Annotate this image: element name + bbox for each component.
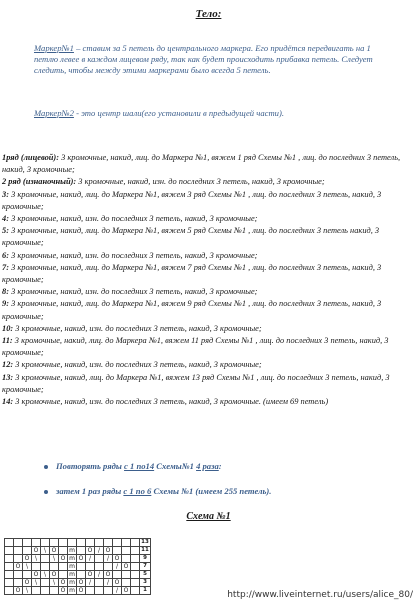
chart-cell: / bbox=[86, 579, 95, 587]
page-title: Тело: bbox=[195, 8, 222, 20]
chart-cell: O bbox=[14, 587, 23, 595]
chart-cell bbox=[113, 571, 122, 579]
chart-cell bbox=[5, 563, 14, 571]
instruction-row-10: 10: 3 кромочные, накид, изн. до последних 3 петель, накид, 3 кромочные; bbox=[2, 323, 262, 333]
chart-cell: / bbox=[86, 555, 95, 563]
chart-cell bbox=[5, 571, 14, 579]
chart-cell bbox=[77, 539, 86, 547]
chart-cell: \ bbox=[32, 579, 41, 587]
chart-cell bbox=[86, 587, 95, 595]
chart-cell: O bbox=[104, 571, 113, 579]
chart-cell: m bbox=[69, 563, 75, 570]
chart-cell bbox=[59, 571, 68, 579]
instruction-row-7: 7: 3 кромочные, накид, лиц. до Маркера №1, вяжем 7 ряд Схемы №1 , лиц. до последних 3 петель, накид, 3 кромочные; bbox=[2, 262, 382, 285]
chart-cell bbox=[5, 555, 14, 563]
chart-cell bbox=[32, 587, 41, 595]
chart-cell bbox=[41, 539, 50, 547]
chart-cell: O bbox=[32, 547, 41, 555]
chart-cell: O bbox=[77, 587, 86, 595]
marker1-link[interactable]: Маркер№1 bbox=[34, 43, 74, 53]
chart-cell bbox=[86, 563, 95, 571]
chart-cell bbox=[113, 547, 122, 555]
chart-cell bbox=[122, 579, 131, 587]
marker1-note bbox=[34, 43, 394, 76]
chart-cell bbox=[5, 539, 14, 547]
marker2-note bbox=[34, 108, 394, 119]
chart-cell bbox=[131, 539, 140, 547]
chart-cell bbox=[104, 539, 113, 547]
chart-cell bbox=[23, 547, 32, 555]
chart-cell bbox=[41, 587, 50, 595]
instruction-row-9: 9: 3 кромочные, накид, лиц. до Маркера №1, вяжем 9 ряд Схемы №1 , лиц. до последних 3 петель, накид, 3 кромочные; bbox=[2, 299, 382, 321]
instruction-row-4: 4: 3 кромочные, накид, изн. до последних 3 петель, накид, 3 кромочные; bbox=[2, 214, 258, 224]
chart-cell bbox=[131, 571, 140, 579]
chart-cell bbox=[5, 587, 14, 595]
chart-cell bbox=[59, 547, 68, 555]
chart-cell bbox=[122, 539, 131, 547]
chart-cell: / bbox=[95, 547, 104, 555]
repeat-bullet-2: затем 1 раз ряды с 1 по 6 Схемы №1 (имеем 255 петель). bbox=[44, 486, 271, 497]
chart-cell bbox=[95, 555, 104, 563]
chart-cell: m bbox=[69, 547, 75, 554]
chart-cell bbox=[41, 555, 50, 563]
chart-cell: O bbox=[59, 579, 68, 587]
chart-cell bbox=[131, 547, 140, 555]
bullet-dot-icon bbox=[44, 490, 48, 494]
chart-row bbox=[5, 587, 151, 595]
chart-cell: O bbox=[59, 587, 68, 595]
chart-cell bbox=[14, 539, 23, 547]
chart-cell: O bbox=[104, 547, 113, 555]
rows-range-link-2[interactable]: с 1 по 6 bbox=[123, 486, 152, 496]
chart-cell bbox=[23, 539, 32, 547]
rows-range-link-1[interactable]: с 1 по14 bbox=[124, 461, 155, 471]
chart-cell bbox=[5, 547, 14, 555]
chart-cell bbox=[131, 563, 140, 571]
knitting-chart-grid bbox=[4, 538, 151, 595]
chart-cell: O bbox=[113, 555, 122, 563]
chart-cell bbox=[113, 539, 122, 547]
chart-cell: O bbox=[32, 571, 41, 579]
chart-cell: \ bbox=[23, 563, 32, 571]
chart-cell bbox=[14, 547, 23, 555]
marker2-text: - это центр шали(его установили в предыдущей части). bbox=[73, 108, 284, 118]
chart-cell bbox=[77, 547, 86, 555]
instruction-row-8: 8: 3 кромочные, накид, изн. до последних 3 петель, накид, 3 кромочные; bbox=[2, 287, 258, 297]
chart-cell: / bbox=[95, 571, 104, 579]
chart-cell bbox=[131, 555, 140, 563]
chart-row-number: 7 bbox=[140, 563, 151, 571]
chart-cell bbox=[32, 539, 41, 547]
chart-cell: m bbox=[69, 579, 75, 586]
chart-cell bbox=[32, 563, 41, 571]
chart-cell: O bbox=[122, 563, 131, 571]
marker1-text: – ставим за 5 петель до центрального маркера. Его придётся передвигать на 1 петлю левее в каждом лицевом ряду, так как будет происходить прибавка петель. Следует следить, чтобы между этими маркерами было всегда 5 петель. bbox=[34, 43, 373, 75]
instruction-row-6: 6: 3 кромочные, накид, изн. до последних 3 петель, накид, 3 кромочные; bbox=[2, 250, 258, 260]
chart-cell bbox=[50, 539, 59, 547]
chart-row-number: 9 bbox=[140, 555, 151, 563]
chart-cell bbox=[104, 563, 113, 571]
chart-cell: O bbox=[23, 579, 32, 587]
chart-cell bbox=[14, 555, 23, 563]
chart-cell bbox=[95, 587, 104, 595]
chart-row-number: 11 bbox=[141, 547, 149, 553]
instruction-row-2: 2 ряд (изнаночный): 3 кромочные, накид, изн. до последних 3 петель, накид, 3 кромочные; bbox=[2, 177, 325, 187]
chart-cell bbox=[14, 579, 23, 587]
instruction-row-12: 12: 3 кромочные, накид, изн. до последних 3 петель, накид, 3 кромочные; bbox=[2, 360, 262, 370]
chart-row bbox=[5, 539, 151, 547]
chart-cell: \ bbox=[32, 555, 41, 563]
repeat-count-link[interactable]: 4 раза bbox=[196, 461, 219, 471]
chart-cell bbox=[59, 539, 68, 547]
chart-cell: O bbox=[77, 555, 86, 563]
chart-cell bbox=[131, 579, 140, 587]
chart-cell: \ bbox=[50, 579, 59, 587]
chart-cell: O bbox=[23, 555, 32, 563]
chart-cell: O bbox=[50, 547, 59, 555]
chart-cell: \ bbox=[23, 587, 32, 595]
chart-row-number: 13 bbox=[141, 539, 149, 545]
instruction-row-5: 5: 3 кромочные, накид, лиц. до Маркера №1, вяжем 5 ряд Схемы №1 , лиц. до последних 3 петель накид, 3 кромочные; bbox=[2, 226, 380, 248]
schema-title: Схема №1 bbox=[186, 511, 231, 522]
chart-cell bbox=[68, 539, 77, 547]
chart-cell: O bbox=[86, 547, 95, 555]
chart-cell bbox=[23, 571, 32, 579]
chart-cell bbox=[77, 571, 86, 579]
instruction-row-3: 3: 3 кромочные, накид, лиц. до Маркера №1, вяжем 3 ряд Схемы №1 , лиц. до последних 3 петель, накид, 3 кромочные; bbox=[2, 189, 382, 211]
chart-cell bbox=[41, 579, 50, 587]
chart-cell bbox=[86, 539, 95, 547]
chart-cell bbox=[122, 547, 131, 555]
chart-cell bbox=[50, 563, 59, 571]
chart-row bbox=[5, 579, 151, 587]
chart-cell: / bbox=[113, 587, 122, 595]
instruction-row-13: 13: 3 кромочные, накид, лиц. до Маркера №1, вяжем 13 ряд Схемы №1 , лиц. до последних 3 петель, накид, 3 кромочные; bbox=[2, 372, 390, 394]
chart-cell: O bbox=[77, 579, 86, 587]
chart-cell bbox=[104, 587, 113, 595]
chart-cell bbox=[41, 563, 50, 571]
chart-cell bbox=[95, 579, 104, 587]
chart-cell bbox=[14, 571, 23, 579]
chart-cell: m bbox=[69, 555, 75, 562]
instruction-row-11: 11: 3 кромочные, накид, лиц. до Маркера №1, вяжем 11 ряд Схемы №1 , лиц. до последних 3 петель, накид, 3 кромочные; bbox=[2, 336, 389, 358]
chart-row bbox=[5, 563, 151, 571]
chart-cell: O bbox=[14, 563, 23, 571]
chart-cell: m bbox=[69, 587, 75, 594]
repeat-bullet-1: Повторять ряды с 1 по14 Схемы№1 4 раза: bbox=[44, 461, 222, 472]
chart-row-number: 1 bbox=[140, 587, 151, 595]
chart-cell: O bbox=[113, 579, 122, 587]
chart-cell bbox=[95, 539, 104, 547]
chart-row bbox=[5, 571, 151, 579]
chart-cell: \ bbox=[50, 555, 59, 563]
chart-row bbox=[5, 547, 151, 555]
instruction-row-1: 1ряд (лицевой): 3 кромочные, накид, лиц. до Маркера №1, вяжем 1 ряд Схемы №1 , лиц. до последних 3 петель, накид, 3 кромочные; bbox=[2, 153, 401, 175]
row-instructions bbox=[2, 152, 414, 408]
chart-row-number: 3 bbox=[140, 579, 151, 587]
chart-cell bbox=[77, 563, 86, 571]
chart-cell: O bbox=[122, 587, 131, 595]
chart-cell: O bbox=[59, 555, 68, 563]
chart-cell bbox=[95, 563, 104, 571]
instruction-row-14: 14: 3 кромочные, накид, изн. до последних 3 петель, накид, 3 кромочные. (имеем 69 петель) bbox=[2, 397, 329, 407]
chart-cell: O bbox=[50, 571, 59, 579]
watermark-url: http://www.liveinternet.ru/users/alice_80/ bbox=[227, 590, 413, 600]
chart-cell: / bbox=[104, 555, 113, 563]
bullet-dot-icon bbox=[44, 465, 48, 469]
chart-cell: / bbox=[113, 563, 122, 571]
chart-cell: O bbox=[86, 571, 95, 579]
chart-cell: \ bbox=[41, 571, 50, 579]
chart-row bbox=[5, 555, 151, 563]
chart-cell bbox=[5, 579, 14, 587]
chart-cell bbox=[122, 571, 131, 579]
chart-row-number: 5 bbox=[140, 571, 151, 579]
chart-cell bbox=[50, 587, 59, 595]
chart-cell bbox=[122, 555, 131, 563]
chart-cell: \ bbox=[41, 547, 50, 555]
marker2-link[interactable]: Маркер№2 bbox=[34, 108, 74, 118]
chart-cell bbox=[59, 563, 68, 571]
chart-cell: m bbox=[69, 571, 75, 578]
chart-cell bbox=[131, 587, 140, 595]
chart-cell: / bbox=[104, 579, 113, 587]
